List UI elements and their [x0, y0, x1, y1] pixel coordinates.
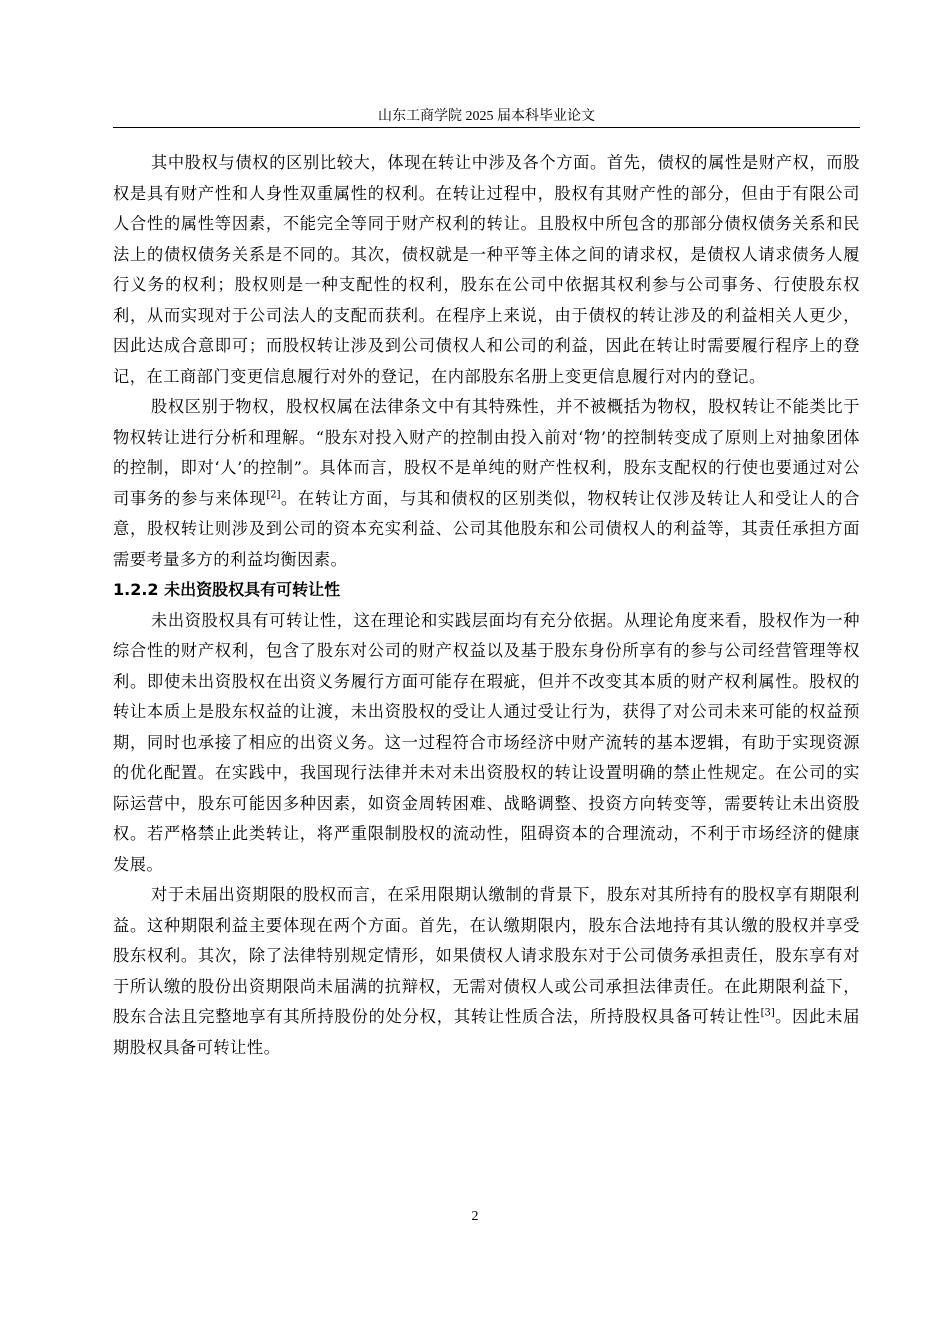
- paragraph-text: 未出资股权具有可转让性，这在理论和实践层面均有充分依据。从理论角度来看，股权作为一种综合性的财产权利，包含了股东对公司的财产权益以及基于股东身份所享有的参与公司经营管理等权利。即使未出资股权在出资义务履行方面可能存在瑕疵，但并不改变其本质的财产权利属性。股权的转让本质上是股东权益的让渡，未出资股权的受让人通过受让行为，获得了对公司未来可能的权益预期，同时也承接了相应的出资义务。这一过程符合市场经济中财产流转的基本逻辑，有助于实现资源的优化配置。在实践中，我国现行法律并未对未出资股权的转让设置明确的禁止性规定。在公司的实际运营中，股东可能因多种因素，如资金周转困难、战略调整、投资方向转变等，需要转让未出资股权。若严格禁止此类转让，将严重限制股权的流动性，阻碍资本的合理流动，不利于市场经济的健康发展。: [113, 610, 860, 874]
- paragraph-term-interest: [113, 880, 860, 1063]
- paragraph-text-continued: 。因此未届期股权具备可转让性。: [113, 1007, 860, 1057]
- paragraph-text: 股权区别于物权，股权权属在法律条文中有其特殊性，并不被概括为物权，股权转让不能类比于物权转让进行分析和理解。“股东对投入财产的控制由投入前对‘物’的控制转变成了原则上对抽象团体的控制，即对‘人’的控制”。具体而言，股权不是单纯的财产性权利，股东支配权的行使也要通过对公司事务的参与来体现: [113, 397, 860, 508]
- citation-marker: [2]: [266, 489, 281, 501]
- paragraph-text: 其中股权与债权的区别比较大，体现在转让中涉及各个方面。首先，债权的属性是财产权，而股权是具有财产性和人身性双重属性的权利。在转让过程中，股权有其财产性的部分，但由于有限公司人合性的属性等因素，不能完全等同于财产权利的转让。且股权中所包含的那部分债权债务关系和民法上的债权债务关系是不同的。其次，债权就是一种平等主体之间的请求权，是债权人请求债务人履行义务的权利；股权则是一种支配性的权利，股东在公司中依据其权利参与公司事务、行使股东权利，从而实现对于公司法人的支配而获利。在程序上来说，由于债权的转让涉及的利益相关人更少，因此达成合意即可；而股权转让涉及到公司债权人和公司的利益，因此在转让时需要履行程序上的登记，在工商部门变更信息履行对外的登记，在内部股东名册上变更信息履行对内的登记。: [113, 153, 860, 386]
- paragraph-transferability-basis: [113, 606, 860, 881]
- header-rule: [113, 127, 860, 128]
- paragraph-equity-vs-property-rights: [113, 392, 860, 575]
- running-header: 山东工商学院 2025 届本科毕业论文: [378, 109, 595, 124]
- paragraph-text-continued: 。在转让方面，与其和债权的区别类似，物权转让仅涉及转让人和受让人的合意，股权转让则涉及到公司的资本充实利益、公司其他股东和公司债权人的利益等，其责任承担方面需要考量多方的利益均衡因素。: [113, 488, 861, 569]
- section-heading: 1.2.2 未出资股权具有可转让性: [113, 580, 341, 599]
- citation-marker: [3]: [760, 1007, 775, 1019]
- paragraph-equity-vs-creditor-rights: [113, 148, 860, 392]
- body-text: [113, 148, 860, 1063]
- page-number: 2: [471, 1209, 479, 1224]
- paragraph-text: 对于未届出资期限的股权而言，在采用限期认缴制的背景下，股东对其所持有的股权享有期限利益。这种期限利益主要体现在两个方面。首先，在认缴期限内，股东合法地持有其认缴的股权并享受股东权利。其次，除了法律特别规定情形，如果债权人请求股东对于公司债务承担责任，股东享有对于所认缴的股份出资期限尚未届满的抗辩权，无需对债权人或公司承担法律责任。在此期限利益下，股东合法且完整地享有其所持股份的处分权，其转让性质合法，所持股权具备可转让性: [113, 885, 860, 1026]
